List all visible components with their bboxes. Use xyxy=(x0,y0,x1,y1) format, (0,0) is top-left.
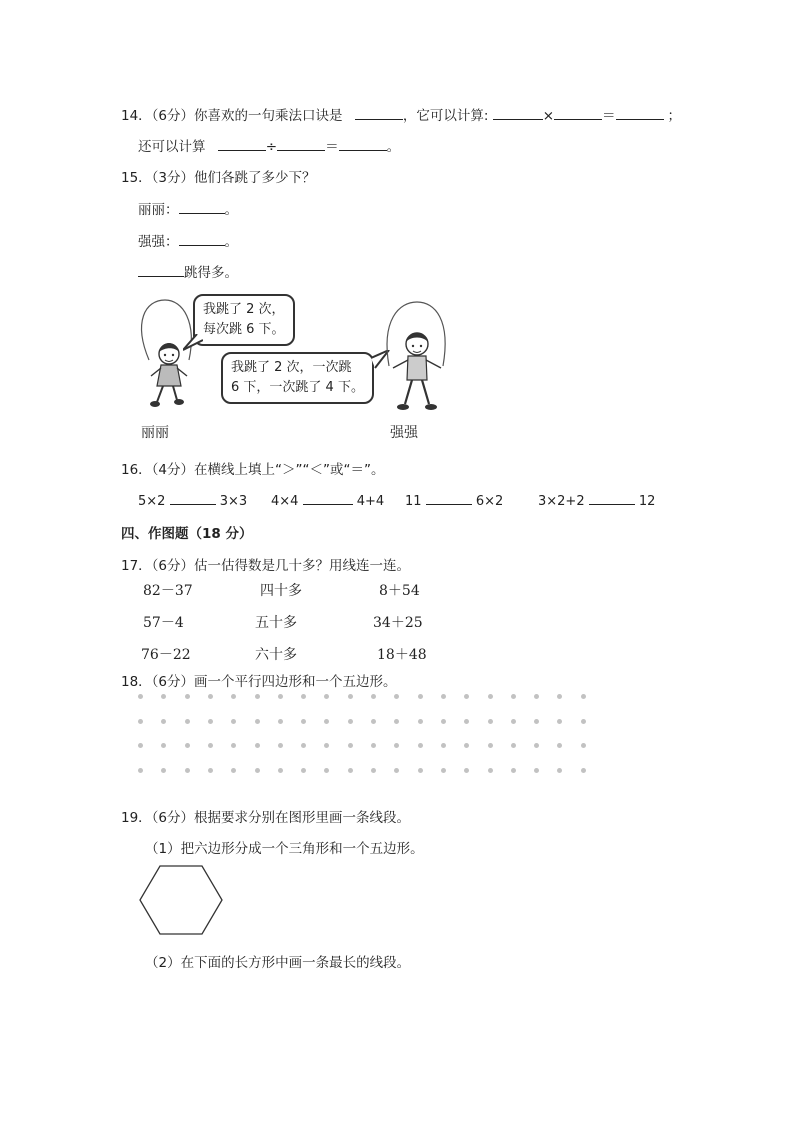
grid-dot[interactable] xyxy=(208,743,213,748)
grid-dot[interactable] xyxy=(534,743,539,748)
grid-dot[interactable] xyxy=(371,719,376,724)
grid-dot[interactable] xyxy=(581,768,586,773)
q16-title: 16．（4分）在横线上填上“＞”“＜”或“＝”。 xyxy=(121,462,385,478)
grid-dot[interactable] xyxy=(161,694,166,699)
grid-dot[interactable] xyxy=(394,743,399,748)
answer-blank[interactable] xyxy=(179,231,225,246)
grid-dot[interactable] xyxy=(255,743,260,748)
grid-dot[interactable] xyxy=(581,719,586,724)
grid-dot[interactable] xyxy=(255,694,260,699)
expression-left[interactable]: 76－22 xyxy=(141,647,191,663)
grid-dot[interactable] xyxy=(138,719,143,724)
compare-item: 11 6×2 xyxy=(405,490,503,509)
answer-blank[interactable] xyxy=(277,136,325,151)
compare-item: 4×4 4+4 xyxy=(271,490,384,509)
grid-dot[interactable] xyxy=(324,743,329,748)
grid-dot[interactable] xyxy=(441,743,446,748)
boy-figure-icon xyxy=(379,300,455,418)
grid-dot[interactable] xyxy=(278,719,283,724)
hexagon-shape[interactable] xyxy=(138,864,224,936)
grid-dot[interactable] xyxy=(511,694,516,699)
grid-dot[interactable] xyxy=(511,719,516,724)
grid-dot[interactable] xyxy=(464,743,469,748)
grid-dot[interactable] xyxy=(557,743,562,748)
grid-dot[interactable] xyxy=(348,768,353,773)
grid-dot[interactable] xyxy=(557,768,562,773)
expression-left[interactable]: 82－37 xyxy=(143,583,193,599)
grid-dot[interactable] xyxy=(185,719,190,724)
grid-dot[interactable] xyxy=(324,768,329,773)
grid-dot[interactable] xyxy=(418,719,423,724)
answer-blank[interactable] xyxy=(179,199,225,214)
grid-dot[interactable] xyxy=(441,694,446,699)
q15-more-line: 跳得多。 xyxy=(138,261,238,281)
grid-dot[interactable] xyxy=(371,768,376,773)
name-label-lili: 丽丽 xyxy=(141,425,169,441)
grid-dot[interactable] xyxy=(161,719,166,724)
name-label-qiangqiang: 强强 xyxy=(390,425,418,441)
section-heading: 四、作图题（18 分） xyxy=(121,526,253,542)
speech-tail-left-icon xyxy=(183,334,203,352)
grid-dot[interactable] xyxy=(208,768,213,773)
answer-blank[interactable] xyxy=(493,105,543,120)
grid-dot[interactable] xyxy=(138,768,143,773)
grid-dot[interactable] xyxy=(581,694,586,699)
answer-blank[interactable] xyxy=(589,490,635,505)
grid-dot[interactable] xyxy=(231,719,236,724)
answer-blank[interactable] xyxy=(138,262,184,277)
answer-blank[interactable] xyxy=(554,105,602,120)
grid-dot[interactable] xyxy=(185,694,190,699)
grid-dot[interactable] xyxy=(161,768,166,773)
estimate-label[interactable]: 六十多 xyxy=(255,647,297,663)
grid-dot[interactable] xyxy=(301,694,306,699)
grid-dot[interactable] xyxy=(488,694,493,699)
answer-blank[interactable] xyxy=(303,490,353,505)
estimate-label[interactable]: 五十多 xyxy=(255,615,297,631)
grid-dot[interactable] xyxy=(301,743,306,748)
q18-title: 18．（6分）画一个平行四边形和一个五边形。 xyxy=(121,674,397,690)
grid-dot[interactable] xyxy=(371,694,376,699)
grid-dot[interactable] xyxy=(557,694,562,699)
grid-dot[interactable] xyxy=(324,694,329,699)
grid-dot[interactable] xyxy=(464,694,469,699)
q15-lili-line: 丽丽： 。 xyxy=(138,198,238,218)
grid-dot[interactable] xyxy=(464,719,469,724)
grid-dot[interactable] xyxy=(418,768,423,773)
grid-dot[interactable] xyxy=(208,719,213,724)
expression-right[interactable]: 18＋48 xyxy=(377,647,427,663)
grid-dot[interactable] xyxy=(255,719,260,724)
grid-dot[interactable] xyxy=(348,719,353,724)
answer-blank[interactable] xyxy=(426,490,472,505)
grid-dot[interactable] xyxy=(301,768,306,773)
expression-left[interactable]: 57－4 xyxy=(143,615,184,631)
grid-dot[interactable] xyxy=(511,768,516,773)
grid-dot[interactable] xyxy=(278,694,283,699)
jump-rope-illustration xyxy=(135,292,455,442)
expression-right[interactable]: 34＋25 xyxy=(373,615,423,631)
grid-dot[interactable] xyxy=(255,768,260,773)
grid-dot[interactable] xyxy=(138,743,143,748)
q19-part1: （1）把六边形分成一个三角形和一个五边形。 xyxy=(145,841,424,857)
grid-dot[interactable] xyxy=(301,719,306,724)
answer-blank[interactable] xyxy=(339,136,387,151)
grid-dot[interactable] xyxy=(278,743,283,748)
grid-dot[interactable] xyxy=(441,719,446,724)
q14-line2: 还可以计算 ÷ ＝ 。 xyxy=(138,135,400,155)
expression-right[interactable]: 8＋54 xyxy=(379,583,420,599)
grid-dot[interactable] xyxy=(488,743,493,748)
dot-grid[interactable] xyxy=(138,694,598,774)
speech-bubble-lili: 我跳了 2 次， 每次跳 6 下。 xyxy=(193,294,295,346)
grid-dot[interactable] xyxy=(534,694,539,699)
q15-qiang-line: 强强： 。 xyxy=(138,230,238,250)
compare-item: 3×2+2 12 xyxy=(538,490,655,509)
answer-blank[interactable] xyxy=(218,136,266,151)
grid-dot[interactable] xyxy=(464,768,469,773)
grid-dot[interactable] xyxy=(231,694,236,699)
grid-dot[interactable] xyxy=(394,719,399,724)
q19-part2: （2）在下面的长方形中画一条最长的线段。 xyxy=(145,955,411,971)
q15-title: 15．（3分）他们各跳了多少下？ xyxy=(121,170,316,186)
grid-dot[interactable] xyxy=(534,719,539,724)
grid-dot[interactable] xyxy=(208,694,213,699)
answer-blank[interactable] xyxy=(170,490,216,505)
grid-dot[interactable] xyxy=(394,768,399,773)
grid-dot[interactable] xyxy=(581,743,586,748)
grid-dot[interactable] xyxy=(371,743,376,748)
q19-title: 19．（6分）根据要求分别在图形里画一条线段。 xyxy=(121,810,411,826)
q17-title: 17．（6分）估一估得数是几十多？用线连一连。 xyxy=(121,558,411,574)
grid-dot[interactable] xyxy=(231,743,236,748)
grid-dot[interactable] xyxy=(488,719,493,724)
grid-dot[interactable] xyxy=(185,768,190,773)
grid-dot[interactable] xyxy=(185,743,190,748)
grid-dot[interactable] xyxy=(324,719,329,724)
grid-dot[interactable] xyxy=(534,768,539,773)
grid-dot[interactable] xyxy=(231,768,236,773)
grid-dot[interactable] xyxy=(511,743,516,748)
grid-dot[interactable] xyxy=(278,768,283,773)
grid-dot[interactable] xyxy=(348,694,353,699)
speech-bubble-qiangqiang: 我跳了 2 次，一次跳 6 下，一次跳了 4 下。 xyxy=(221,352,374,404)
grid-dot[interactable] xyxy=(138,694,143,699)
q14-line1: 14．（6分）你喜欢的一句乘法口诀是 ，它可以计算: × ＝ ； xyxy=(121,104,681,124)
grid-dot[interactable] xyxy=(557,719,562,724)
grid-dot[interactable] xyxy=(441,768,446,773)
estimate-label[interactable]: 四十多 xyxy=(260,583,302,599)
grid-dot[interactable] xyxy=(488,768,493,773)
grid-dot[interactable] xyxy=(394,694,399,699)
grid-dot[interactable] xyxy=(348,743,353,748)
grid-dot[interactable] xyxy=(418,743,423,748)
compare-item: 5×2 3×3 xyxy=(138,490,247,509)
grid-dot[interactable] xyxy=(161,743,166,748)
answer-blank[interactable] xyxy=(355,105,403,120)
grid-dot[interactable] xyxy=(418,694,423,699)
answer-blank[interactable] xyxy=(616,105,664,120)
